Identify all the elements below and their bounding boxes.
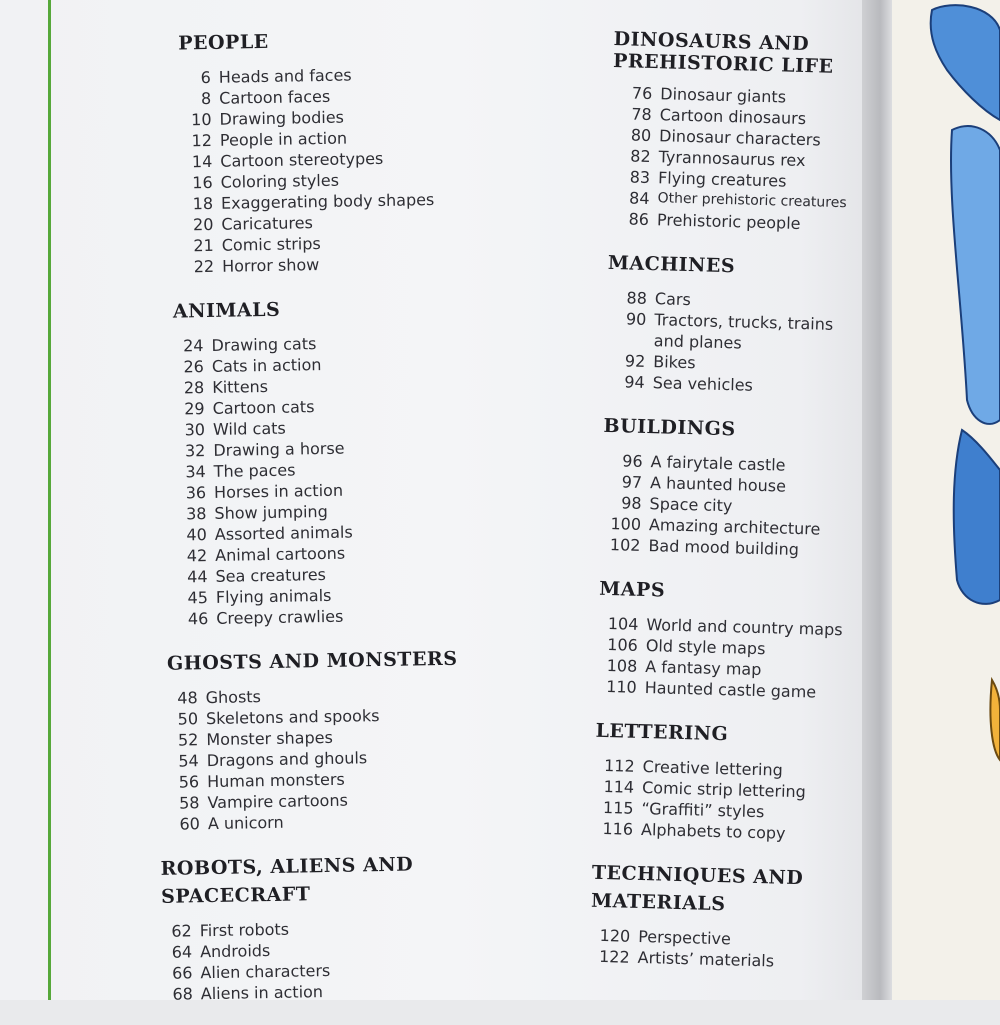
page-number: 18 <box>192 193 214 214</box>
page-number: 34 <box>185 462 206 482</box>
entry-title: Cartoon faces <box>219 86 331 108</box>
page-number: 83 <box>629 167 651 187</box>
entry-title: Kittens <box>212 376 269 397</box>
entry-title: Dinosaur characters <box>658 126 821 150</box>
section-maps <box>596 575 859 704</box>
entry-title: Old style maps <box>645 636 766 659</box>
entry-title: Show jumping <box>214 501 328 523</box>
section-heading: ANIMALS <box>172 298 281 323</box>
page-number: 16 <box>192 172 213 193</box>
page-number: 44 <box>187 567 208 587</box>
contents-right-column <box>589 28 874 993</box>
page-number: 80 <box>630 125 652 146</box>
entry-title: Cartoon dinosaurs <box>659 105 807 129</box>
entry-title: Cars <box>654 289 692 310</box>
page-number: 45 <box>187 588 209 608</box>
page-number: 32 <box>184 441 206 461</box>
entry-title: Exaggerating body shapes <box>220 190 435 213</box>
entry-title: Alien characters <box>200 960 331 983</box>
entry-title: Tyrannosaurus rex <box>658 147 806 171</box>
page-number: 42 <box>186 546 208 566</box>
page-number: 26 <box>183 357 205 377</box>
entry-title: Monster shapes <box>206 727 334 750</box>
section-techniques-and-materials <box>589 859 852 974</box>
section-heading: ROBOTS, ALIENS AND SPACECRAFT <box>160 853 414 908</box>
page-number: 14 <box>191 151 213 172</box>
page-number: 50 <box>177 709 199 729</box>
section-heading: TECHNIQUES AND MATERIALS <box>590 861 804 916</box>
entry-title: Cats in action <box>211 355 322 376</box>
entry-title: “Graffiti” styles <box>641 798 765 822</box>
entry-title: Dragons and ghouls <box>206 748 368 771</box>
book-spine-shadow <box>862 0 892 1000</box>
page-number: 76 <box>631 83 653 104</box>
page-number: 60 <box>179 814 201 834</box>
entry-title: Bad mood building <box>648 536 800 560</box>
entry-title: Alphabets to copy <box>640 819 786 843</box>
entry-title: Flying creatures <box>657 168 787 191</box>
page-number: 22 <box>193 256 215 277</box>
entry-title: Drawing bodies <box>219 107 345 129</box>
section-machines <box>604 249 868 399</box>
section-heading: BUILDINGS <box>603 414 736 441</box>
entry-title: Heads and faces <box>218 65 352 87</box>
page-number: 24 <box>182 336 204 356</box>
entry-title: Other prehistoric creatures <box>657 190 847 212</box>
section-lettering <box>593 717 856 846</box>
entry-title: Cartoon cats <box>212 397 315 418</box>
entry-title: Tractors, trucks, trains and planes <box>653 310 834 353</box>
page-number: 40 <box>186 525 207 545</box>
entry-title: Artists’ materials <box>637 947 775 971</box>
section-heading: MAPS <box>599 577 666 602</box>
facing-illustration-page <box>892 0 1000 1000</box>
entry-title: A fantasy map <box>645 657 762 680</box>
page-number: 116 <box>602 818 634 839</box>
entry-title: Androids <box>199 941 271 962</box>
page-number: 46 <box>187 609 209 629</box>
section-heading: MACHINES <box>607 251 736 278</box>
page-number: 8 <box>200 88 212 109</box>
page-number: 86 <box>628 209 650 229</box>
entry-title: Caricatures <box>221 213 313 234</box>
page-number: 56 <box>178 772 200 792</box>
entry-title: Coloring styles <box>220 170 340 192</box>
page-number: 78 <box>631 104 652 125</box>
page-number: 66 <box>171 963 193 983</box>
page-number: 12 <box>191 130 213 151</box>
section-heading: GHOSTS AND MONSTERS <box>166 647 458 675</box>
page-number: 62 <box>171 921 192 941</box>
entry-title: Space city <box>649 494 733 516</box>
entry-title: Creative lettering <box>642 757 784 780</box>
section-animals <box>153 290 599 630</box>
page-number: 90 <box>625 309 647 329</box>
page-number: 102 <box>609 535 641 555</box>
page-number: 30 <box>184 420 206 440</box>
entry-title: A haunted house <box>649 473 787 496</box>
entry-title: Sea vehicles <box>652 373 754 395</box>
page-number: 104 <box>607 614 639 634</box>
page-number: 106 <box>607 635 639 655</box>
page-number: 48 <box>177 688 198 708</box>
page-number: 10 <box>191 109 212 130</box>
entry-title: Human monsters <box>206 769 345 792</box>
page-number: 100 <box>610 514 642 534</box>
page-number: 29 <box>184 399 205 419</box>
page-number: 84 <box>628 188 650 208</box>
entry-title: Aliens in action <box>200 982 324 1004</box>
section-people <box>148 22 592 278</box>
page-number: 92 <box>624 351 646 371</box>
page-number: 115 <box>602 797 634 818</box>
section-heading: LETTERING <box>595 719 729 746</box>
page-number: 68 <box>172 984 193 1004</box>
entry-title: First robots <box>199 919 290 941</box>
page-number: 6 <box>200 67 212 88</box>
entry-title: Horror show <box>221 255 320 276</box>
page-number: 114 <box>603 776 635 797</box>
section-heading: DINOSAURS AND PREHISTORIC LIFE <box>612 28 834 78</box>
entry-title: Comic strip lettering <box>641 777 807 802</box>
toc-entry <box>606 308 867 357</box>
entry-title: Drawing a horse <box>213 438 345 460</box>
section-buildings <box>600 412 864 562</box>
page-number: 52 <box>177 730 199 750</box>
section-ghosts-and-monsters <box>159 642 602 835</box>
page-number: 82 <box>630 146 651 167</box>
entry-title: Ghosts <box>205 687 262 708</box>
section-dinosaurs <box>609 28 874 236</box>
entry-title: A unicorn <box>207 812 284 834</box>
page-number: 88 <box>626 288 648 308</box>
entry-title: Drawing cats <box>211 334 317 355</box>
page-number: 120 <box>599 925 631 946</box>
entry-title: Sea creatures <box>215 564 327 586</box>
page-number: 28 <box>183 378 205 398</box>
page-number: 21 <box>193 235 214 256</box>
contents-left-column <box>148 22 605 1025</box>
entry-title: Haunted castle game <box>644 678 817 702</box>
entry-title: Perspective <box>637 926 732 949</box>
entry-title: Bikes <box>653 352 696 373</box>
entry-title: Cartoon stereotypes <box>220 148 384 171</box>
page-number: 64 <box>171 942 193 962</box>
page-number: 97 <box>621 472 643 492</box>
page-number: 38 <box>185 504 207 524</box>
page-number: 110 <box>605 677 637 697</box>
entry-title: Skeletons and spooks <box>205 706 380 729</box>
entry-title: Prehistoric people <box>656 210 801 233</box>
page-number: 108 <box>606 656 638 676</box>
entry-title: Flying animals <box>215 585 332 607</box>
entry-title: Wild cats <box>212 418 286 439</box>
entry-title: Vampire cartoons <box>207 790 348 813</box>
section-heading: PEOPLE <box>178 30 269 55</box>
entry-title: People in action <box>219 128 348 150</box>
entry-title: Animal cartoons <box>215 543 346 565</box>
page-number: 98 <box>620 493 642 513</box>
entry-title: Dinosaur giants <box>660 84 787 107</box>
page-number: 94 <box>624 372 645 392</box>
green-margin-rule <box>48 0 51 1000</box>
cartoon-illustration <box>892 0 1000 1000</box>
page-number: 20 <box>192 214 214 235</box>
entry-title: A fairytale castle <box>650 452 786 475</box>
entry-title: Horses in action <box>213 480 344 502</box>
page-number: 112 <box>603 755 635 776</box>
entry-title: World and country maps <box>646 615 843 640</box>
entry-title: Creepy crawlies <box>216 606 344 628</box>
page-number: 96 <box>622 451 643 471</box>
page-number: 54 <box>178 751 199 771</box>
entry-title: Assorted animals <box>214 522 353 544</box>
entry-title: The paces <box>213 460 296 481</box>
entry-title: Amazing architecture <box>648 515 821 539</box>
page-number: 122 <box>598 946 630 967</box>
section-robots-aliens-spacecraft <box>162 847 605 1005</box>
page-number: 58 <box>178 793 200 813</box>
page-number: 36 <box>185 483 207 503</box>
entry-title: Comic strips <box>221 234 321 255</box>
